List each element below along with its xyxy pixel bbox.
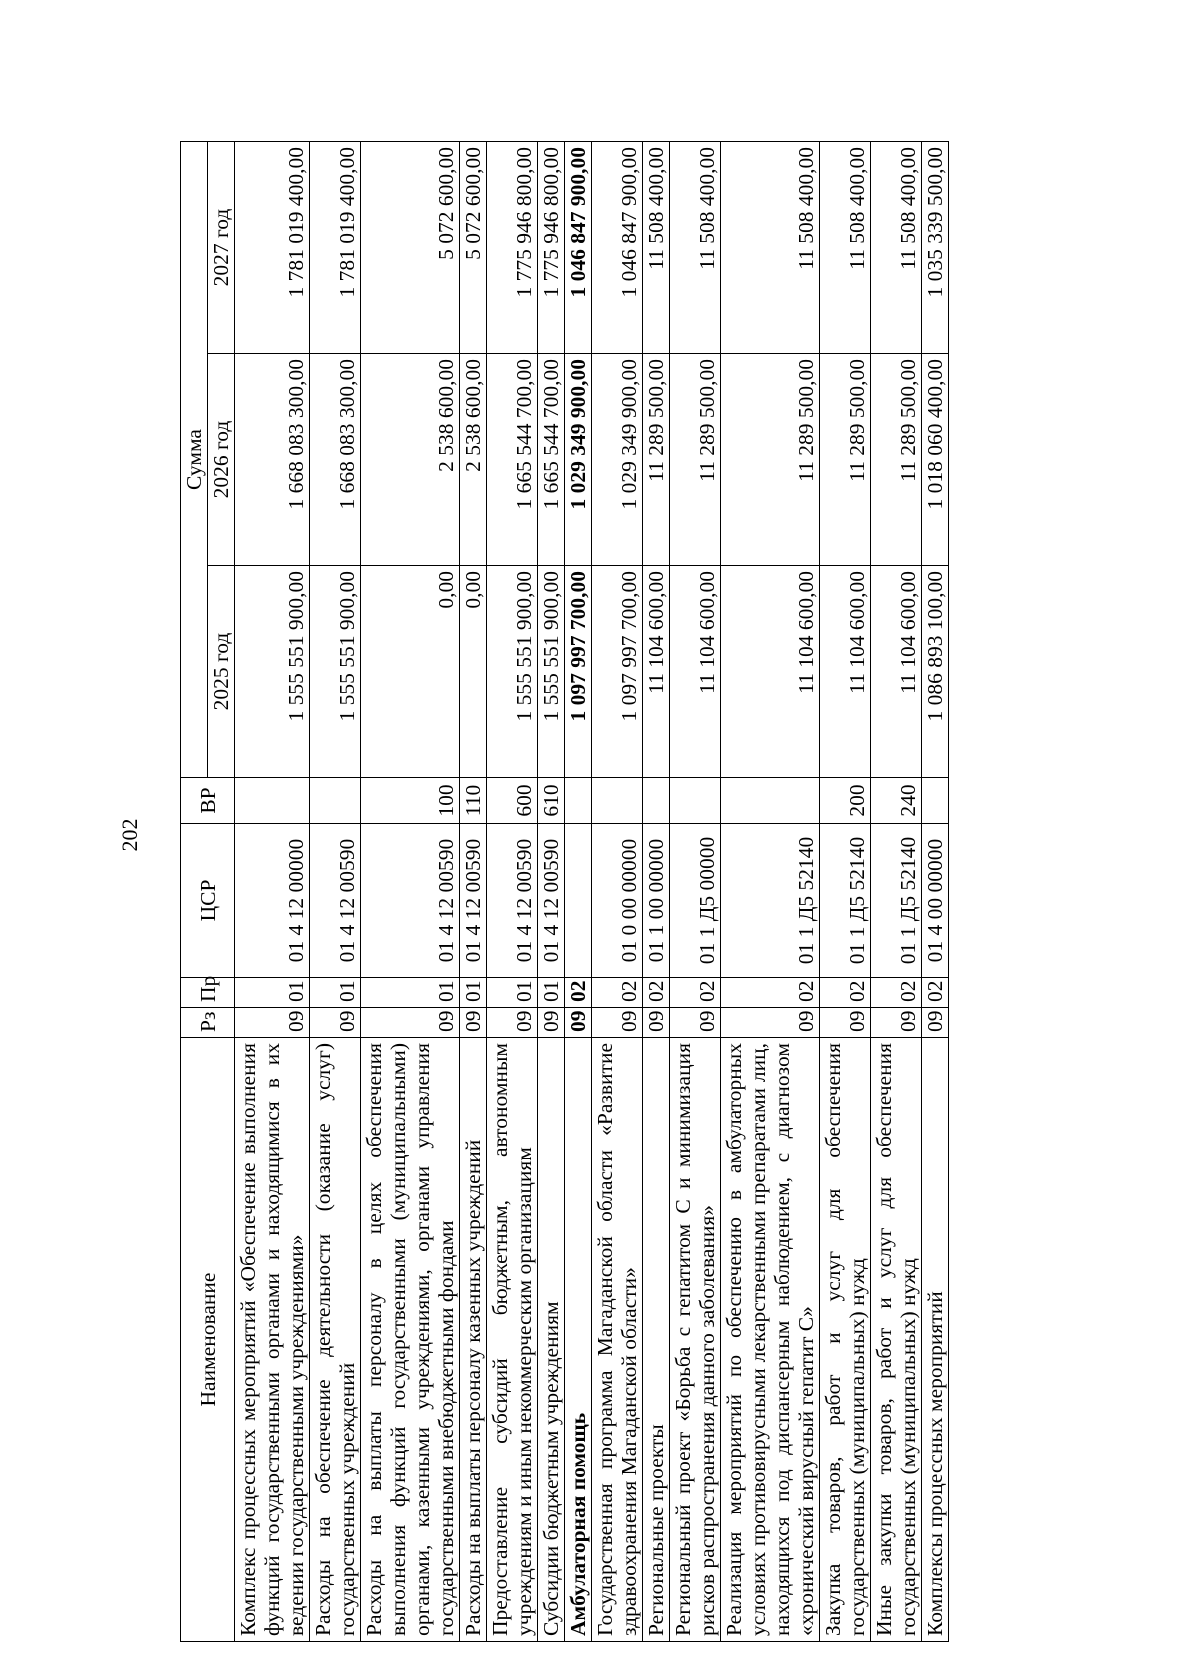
cell-pr: 02 bbox=[565, 978, 592, 1008]
cell-name: Иные закупки товаров, работ и услуг для обеспечения государственных (муниципальных) нужд bbox=[871, 1038, 922, 1642]
cell-2026: 11 289 500,00 bbox=[871, 354, 922, 566]
cell-2026: 11 289 500,00 bbox=[721, 354, 820, 566]
cell-name: Комплексы процессных мероприятий bbox=[922, 1038, 949, 1642]
cell-vr: 240 bbox=[871, 778, 922, 824]
cell-rz: 09 bbox=[460, 1008, 487, 1038]
cell-2026: 2 538 600,00 bbox=[460, 354, 487, 566]
cell-pr: 02 bbox=[721, 978, 820, 1008]
cell-name: Государственная программа Магаданской области «Развитие здравоохранения Магаданской области» bbox=[592, 1038, 643, 1642]
cell-2027: 1 781 019 400,00 bbox=[310, 141, 361, 353]
cell-2027: 5 072 600,00 bbox=[361, 141, 460, 353]
cell-name: Субсидии бюджетным учреждениям bbox=[538, 1038, 565, 1642]
cell-2025: 0,00 bbox=[460, 566, 487, 778]
col-header-2026: 2026 год bbox=[208, 354, 235, 566]
cell-2026: 1 665 544 700,00 bbox=[538, 354, 565, 566]
cell-csr: 01 4 12 00590 bbox=[460, 824, 487, 978]
cell-2026: 1 665 544 700,00 bbox=[487, 354, 538, 566]
cell-2027: 1 046 847 900,00 bbox=[565, 141, 592, 353]
cell-csr: 01 4 12 00590 bbox=[538, 824, 565, 978]
cell-2025: 11 104 600,00 bbox=[643, 566, 670, 778]
table-row bbox=[871, 141, 922, 1641]
cell-name: Расходы на выплаты персоналу казенных учреждений bbox=[460, 1038, 487, 1642]
budget-table-rotated bbox=[180, 142, 1040, 1642]
cell-2027: 11 508 400,00 bbox=[670, 141, 721, 353]
cell-vr bbox=[310, 778, 361, 824]
table-row bbox=[310, 141, 361, 1641]
cell-rz: 09 bbox=[922, 1008, 949, 1038]
cell-vr bbox=[592, 778, 643, 824]
header-row-1 bbox=[181, 141, 208, 1641]
cell-2026: 11 289 500,00 bbox=[643, 354, 670, 566]
cell-vr bbox=[670, 778, 721, 824]
cell-pr: 02 bbox=[922, 978, 949, 1008]
col-header-sum: Сумма bbox=[181, 141, 208, 777]
cell-vr: 610 bbox=[538, 778, 565, 824]
table-row bbox=[487, 141, 538, 1641]
cell-pr: 01 bbox=[361, 978, 460, 1008]
cell-rz: 09 bbox=[643, 1008, 670, 1038]
cell-2026: 1 668 083 300,00 bbox=[310, 354, 361, 566]
cell-csr: 01 4 12 00590 bbox=[361, 824, 460, 978]
cell-csr: 01 4 12 00000 bbox=[235, 824, 310, 978]
cell-2025: 11 104 600,00 bbox=[871, 566, 922, 778]
cell-rz: 09 bbox=[592, 1008, 643, 1038]
cell-name: Закупка товаров, работ и услуг для обеспечения государственных (муниципальных) нужд bbox=[820, 1038, 871, 1642]
col-header-rz: Рз bbox=[181, 1008, 235, 1038]
table-row bbox=[460, 141, 487, 1641]
cell-2025: 1 097 997 700,00 bbox=[592, 566, 643, 778]
cell-2027: 11 508 400,00 bbox=[721, 141, 820, 353]
cell-vr: 100 bbox=[361, 778, 460, 824]
cell-rz: 09 bbox=[565, 1008, 592, 1038]
cell-2026: 1 668 083 300,00 bbox=[235, 354, 310, 566]
cell-2025: 11 104 600,00 bbox=[721, 566, 820, 778]
budget-table bbox=[180, 141, 949, 1642]
cell-2026: 11 289 500,00 bbox=[820, 354, 871, 566]
cell-pr: 02 bbox=[592, 978, 643, 1008]
cell-pr: 01 bbox=[310, 978, 361, 1008]
table-body bbox=[235, 141, 949, 1641]
table-row bbox=[643, 141, 670, 1641]
cell-2027: 1 781 019 400,00 bbox=[235, 141, 310, 353]
cell-name: Региональный проект «Борьба с гепатитом С и минимизация рисков распространения данного заболевания» bbox=[670, 1038, 721, 1642]
cell-2027: 1 035 339 500,00 bbox=[922, 141, 949, 353]
cell-2027: 5 072 600,00 bbox=[460, 141, 487, 353]
cell-pr: 02 bbox=[670, 978, 721, 1008]
cell-vr bbox=[565, 778, 592, 824]
cell-2025: 11 104 600,00 bbox=[670, 566, 721, 778]
table-row bbox=[670, 141, 721, 1641]
cell-csr: 01 1 00 00000 bbox=[643, 824, 670, 978]
col-header-name: Наименование bbox=[181, 1038, 235, 1642]
cell-2027: 1 775 946 800,00 bbox=[538, 141, 565, 353]
cell-pr: 02 bbox=[643, 978, 670, 1008]
col-header-2027: 2027 год bbox=[208, 141, 235, 353]
cell-pr: 01 bbox=[538, 978, 565, 1008]
cell-csr bbox=[565, 824, 592, 978]
cell-rz: 09 bbox=[721, 1008, 820, 1038]
cell-name: Предоставление субсидий бюджетным, автономным учреждениям и иным некоммерческим организациям bbox=[487, 1038, 538, 1642]
cell-pr: 01 bbox=[460, 978, 487, 1008]
table-row bbox=[565, 141, 592, 1641]
cell-2026: 1 029 349 900,00 bbox=[565, 354, 592, 566]
col-header-vr: ВР bbox=[181, 778, 235, 824]
table-row bbox=[721, 141, 820, 1641]
cell-rz: 09 bbox=[871, 1008, 922, 1038]
cell-rz: 09 bbox=[820, 1008, 871, 1038]
cell-csr: 01 1 Д5 00000 bbox=[670, 824, 721, 978]
cell-vr bbox=[922, 778, 949, 824]
cell-2027: 11 508 400,00 bbox=[643, 141, 670, 353]
cell-vr bbox=[235, 778, 310, 824]
cell-name: Амбулаторная помощь bbox=[565, 1038, 592, 1642]
cell-pr: 02 bbox=[871, 978, 922, 1008]
col-header-2025: 2025 год bbox=[208, 566, 235, 778]
page-number: 202 bbox=[117, 818, 142, 852]
cell-vr bbox=[721, 778, 820, 824]
cell-rz: 09 bbox=[361, 1008, 460, 1038]
table-row bbox=[922, 141, 949, 1641]
cell-2025: 1 097 997 700,00 bbox=[565, 566, 592, 778]
cell-csr: 01 4 12 00590 bbox=[487, 824, 538, 978]
cell-name: Региональные проекты bbox=[643, 1038, 670, 1642]
cell-2025: 11 104 600,00 bbox=[820, 566, 871, 778]
cell-name: Реализация мероприятий по обеспечению в амбулаторных условиях противовирусными лекарственными препаратами лиц, находящихся под диспансерным наблюдением, с диагнозом «хронический вирусный гепатит С» bbox=[721, 1038, 820, 1642]
cell-csr: 01 0 00 00000 bbox=[592, 824, 643, 978]
cell-pr: 02 bbox=[820, 978, 871, 1008]
table-row bbox=[820, 141, 871, 1641]
table-row bbox=[592, 141, 643, 1641]
cell-name: Расходы на обеспечение деятельности (оказание услуг) государственных учреждений bbox=[310, 1038, 361, 1642]
col-header-csr: ЦСР bbox=[181, 824, 235, 978]
cell-2027: 1 046 847 900,00 bbox=[592, 141, 643, 353]
col-header-pr: Пр bbox=[181, 978, 235, 1008]
cell-2026: 2 538 600,00 bbox=[361, 354, 460, 566]
table-row bbox=[235, 141, 310, 1641]
cell-2026: 1 018 060 400,00 bbox=[922, 354, 949, 566]
cell-vr: 600 bbox=[487, 778, 538, 824]
cell-2025: 1 555 551 900,00 bbox=[538, 566, 565, 778]
cell-2025: 1 086 893 100,00 bbox=[922, 566, 949, 778]
cell-2025: 1 555 551 900,00 bbox=[487, 566, 538, 778]
cell-csr: 01 1 Д5 52140 bbox=[871, 824, 922, 978]
cell-2027: 11 508 400,00 bbox=[871, 141, 922, 353]
cell-name: Расходы на выплаты персоналу в целях обеспечения выполнения функций государственными (муниципальными) органами, казенными учреждениями, органами управления государственными внебюджетными фондами bbox=[361, 1038, 460, 1642]
table-row bbox=[361, 141, 460, 1641]
cell-vr: 200 bbox=[820, 778, 871, 824]
cell-rz: 09 bbox=[670, 1008, 721, 1038]
cell-2025: 1 555 551 900,00 bbox=[235, 566, 310, 778]
cell-2025: 1 555 551 900,00 bbox=[310, 566, 361, 778]
cell-rz: 09 bbox=[235, 1008, 310, 1038]
cell-2026: 11 289 500,00 bbox=[670, 354, 721, 566]
cell-name: Комплекс процессных мероприятий «Обеспечение выполнения функций государственными органами и находящимися в их ведении государственными учреждениями» bbox=[235, 1038, 310, 1642]
cell-rz: 09 bbox=[487, 1008, 538, 1038]
cell-pr: 01 bbox=[487, 978, 538, 1008]
cell-csr: 01 1 Д5 52140 bbox=[820, 824, 871, 978]
cell-2027: 11 508 400,00 bbox=[820, 141, 871, 353]
cell-2027: 1 775 946 800,00 bbox=[487, 141, 538, 353]
cell-csr: 01 4 12 00590 bbox=[310, 824, 361, 978]
cell-rz: 09 bbox=[538, 1008, 565, 1038]
cell-pr: 01 bbox=[235, 978, 310, 1008]
cell-vr: 110 bbox=[460, 778, 487, 824]
cell-2026: 1 029 349 900,00 bbox=[592, 354, 643, 566]
cell-vr bbox=[643, 778, 670, 824]
cell-2025: 0,00 bbox=[361, 566, 460, 778]
table-row bbox=[538, 141, 565, 1641]
cell-csr: 01 1 Д5 52140 bbox=[721, 824, 820, 978]
cell-csr: 01 4 00 00000 bbox=[922, 824, 949, 978]
cell-rz: 09 bbox=[310, 1008, 361, 1038]
